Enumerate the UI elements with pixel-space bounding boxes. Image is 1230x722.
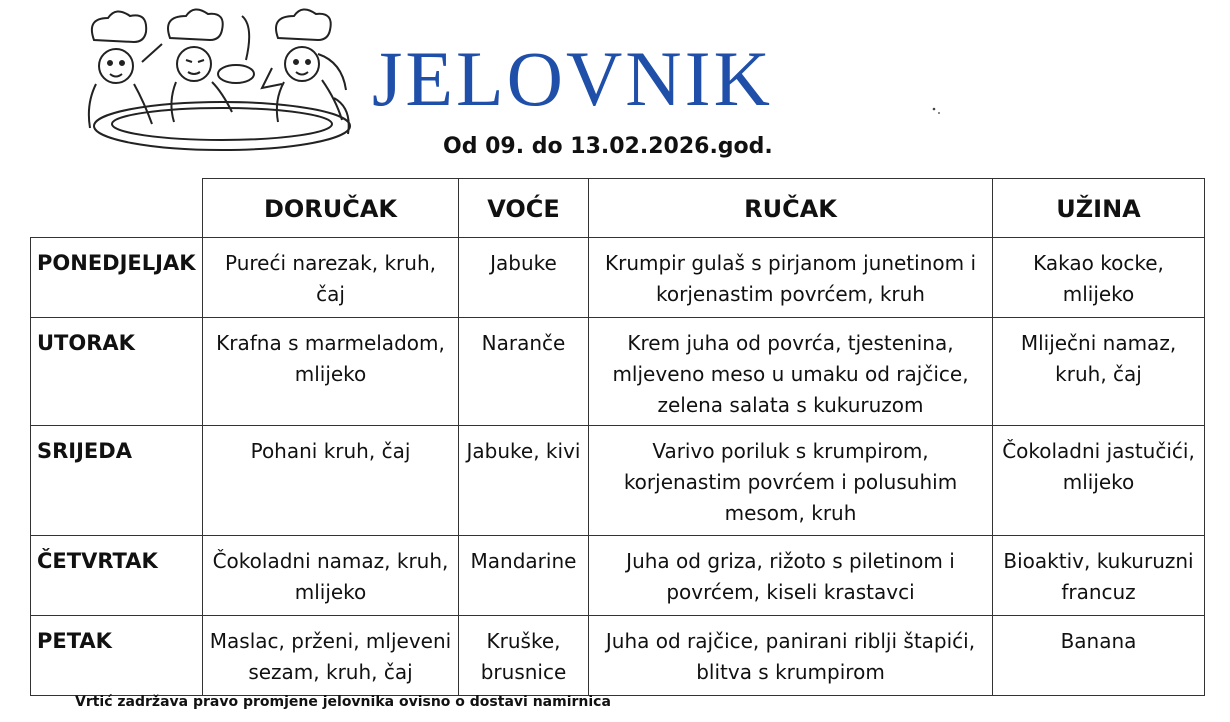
table-row xyxy=(31,238,1205,318)
corner-cell xyxy=(31,179,203,238)
dorucak-cell: Čokoladni namaz, kruh, mlijeko xyxy=(203,536,459,616)
dorucak-cell: Pohani kruh, čaj xyxy=(203,426,459,536)
page-title: JELOVNIK xyxy=(372,35,773,122)
voce-cell: Jabuke xyxy=(459,238,589,318)
rucak-cell: Juha od griza, rižoto s piletinom i povrćem, kiseli krastavci xyxy=(589,536,993,616)
uzina-cell: Mliječni namaz, kruh, čaj xyxy=(993,318,1205,426)
table-row xyxy=(31,536,1205,616)
scan-speck-icon xyxy=(930,104,944,118)
day-label: ČETVRTAK xyxy=(31,536,203,616)
day-label: SRIJEDA xyxy=(31,426,203,536)
date-range: Od 09. do 13.02.2026.god. xyxy=(443,134,773,159)
dorucak-cell: Maslac, prženi, mljeveni sezam, kruh, čaj xyxy=(203,616,459,696)
rucak-cell: Krumpir gulaš s pirjanom junetinom i korjenastim povrćem, kruh xyxy=(589,238,993,318)
column-header-dorucak: DORUČAK xyxy=(203,179,459,238)
column-header-uzina: UŽINA xyxy=(993,179,1205,238)
uzina-cell: Banana xyxy=(993,616,1205,696)
rucak-cell: Juha od rajčice, panirani riblji štapići, blitva s krumpirom xyxy=(589,616,993,696)
header-row xyxy=(31,179,1205,238)
uzina-cell: Bioaktiv, kukuruzni francuz xyxy=(993,536,1205,616)
chefs-illustration xyxy=(72,8,372,156)
day-label: UTORAK xyxy=(31,318,203,426)
voce-cell: Mandarine xyxy=(459,536,589,616)
column-header-rucak: RUČAK xyxy=(589,179,993,238)
dorucak-cell: Krafna s marmeladom, mlijeko xyxy=(203,318,459,426)
rucak-cell: Krem juha od povrća, tjestenina, mljeveno meso u umaku od rajčice, zelena salata s kukuruzom xyxy=(589,318,993,426)
uzina-cell: Čokoladni jastučići, mlijeko xyxy=(993,426,1205,536)
day-label: PONEDJELJAK xyxy=(31,238,203,318)
table-row xyxy=(31,616,1205,696)
dorucak-cell: Pureći narezak, kruh, čaj xyxy=(203,238,459,318)
menu-table xyxy=(30,178,1205,696)
table-row xyxy=(31,318,1205,426)
table-row xyxy=(31,426,1205,536)
voce-cell: Jabuke, kivi xyxy=(459,426,589,536)
day-label: PETAK xyxy=(31,616,203,696)
uzina-cell: Kakao kocke, mlijeko xyxy=(993,238,1205,318)
column-header-voce: VOĆE xyxy=(459,179,589,238)
rucak-cell: Varivo poriluk s krumpirom, korjenastim povrćem i polusuhim mesom, kruh xyxy=(589,426,993,536)
voce-cell: Kruške, brusnice xyxy=(459,616,589,696)
footnote: Vrtić zadržava pravo promjene jelovnika ovisno o dostavi namirnica xyxy=(75,694,611,710)
voce-cell: Naranče xyxy=(459,318,589,426)
